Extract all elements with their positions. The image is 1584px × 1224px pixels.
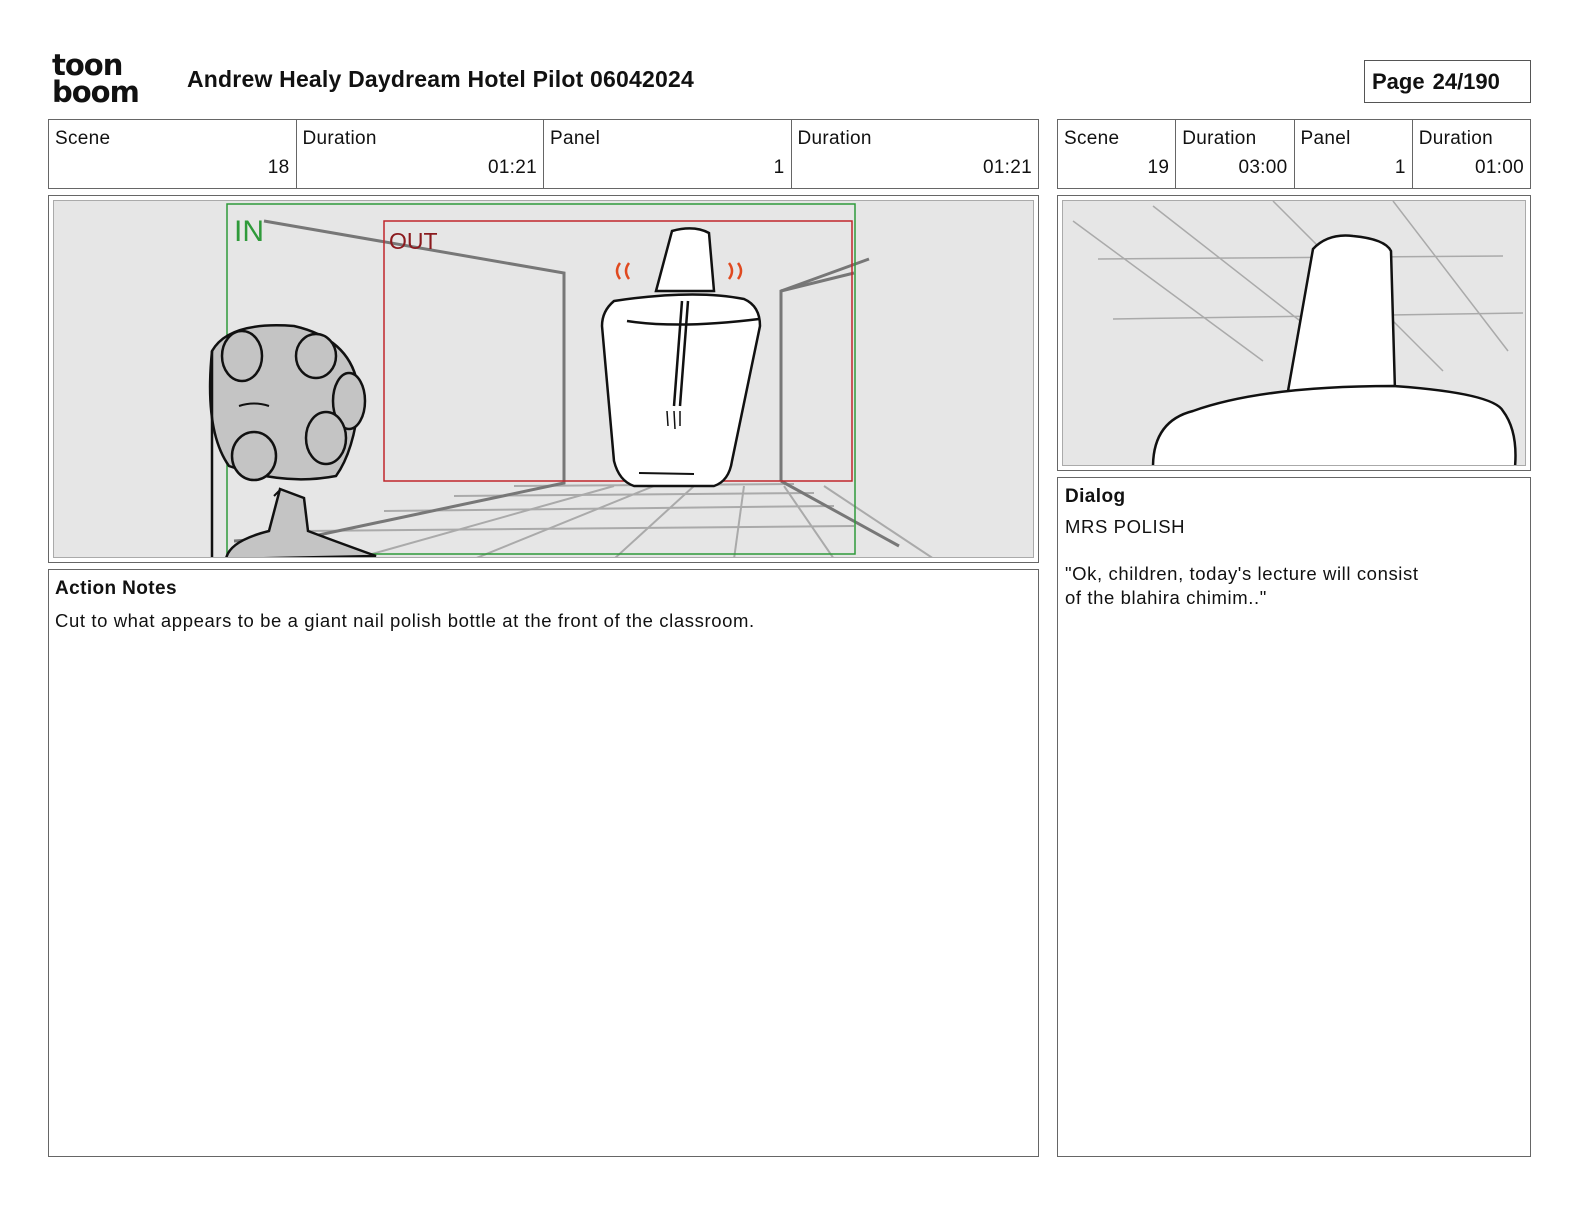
right-panel-duration-cell [1412,120,1530,188]
left-scene-duration-label: Duration [302,128,377,149]
out-frame-label: OUT [389,228,438,254]
right-panel-value: 1 [1394,157,1406,178]
left-panel-info-bar [48,119,1039,189]
left-panel-duration-cell [791,120,1039,188]
right-panel-duration-label: Duration [1418,128,1493,149]
right-panel-label: Panel [1300,128,1351,149]
left-panel-cell [543,120,791,188]
bottle-closeup-sketch-image [1063,201,1526,466]
right-scene-duration-cell [1175,120,1293,188]
page-label: Page [1372,69,1425,94]
right-scene-duration-value: 03:00 [1238,157,1288,178]
dialog-line-2: of the blahira chimim.." [1065,587,1267,608]
action-notes-heading: Action Notes [55,578,177,599]
classroom-sketch-image [54,201,1034,558]
right-panel-info-bar [1057,119,1531,189]
right-scene-label: Scene [1064,128,1120,149]
left-panel-sketch-frame [48,195,1039,563]
right-scene-cell [1058,120,1175,188]
left-panel-label: Panel [550,128,601,149]
document-title: Andrew Healy Daydream Hotel Pilot 06042024 [187,66,694,92]
logo-line-2: boom [52,75,139,109]
floor-grid [304,484,934,558]
dialog-box [1057,477,1531,1157]
right-panel-duration-value: 01:00 [1474,157,1524,178]
right-panel-sketch-frame [1057,195,1531,471]
left-panel-duration-label: Duration [797,128,872,149]
left-panel-duration-value: 01:21 [982,157,1032,178]
action-notes-text: Cut to what appears to be a giant nail polish bottle at the front of the classroom. [55,610,755,631]
left-panel-sketch [53,200,1034,558]
action-notes-box [48,569,1039,1157]
bottle-cap-closeup [1153,236,1516,466]
left-panel-value: 1 [773,157,785,178]
dialog-heading: Dialog [1065,486,1126,507]
left-scene-cell [49,120,296,188]
left-scene-duration-value: 01:21 [487,157,537,178]
page-number-box [1364,60,1531,103]
logo-line-1: toon [52,48,123,82]
character-head [210,325,376,558]
left-scene-value: 18 [267,157,290,178]
in-frame-label: IN [234,215,264,248]
dialog-speaker: MRS POLISH [1065,516,1186,537]
left-scene-label: Scene [55,128,111,149]
right-panel-cell [1294,120,1412,188]
page-value: 24/190 [1432,69,1500,94]
toonboom-logo [52,48,164,110]
left-scene-duration-cell [296,120,544,188]
right-panel-sketch [1062,200,1526,466]
dialog-line-1: "Ok, children, today's lecture will consist [1065,563,1419,584]
right-scene-duration-label: Duration [1182,128,1257,149]
right-scene-value: 19 [1147,157,1170,178]
